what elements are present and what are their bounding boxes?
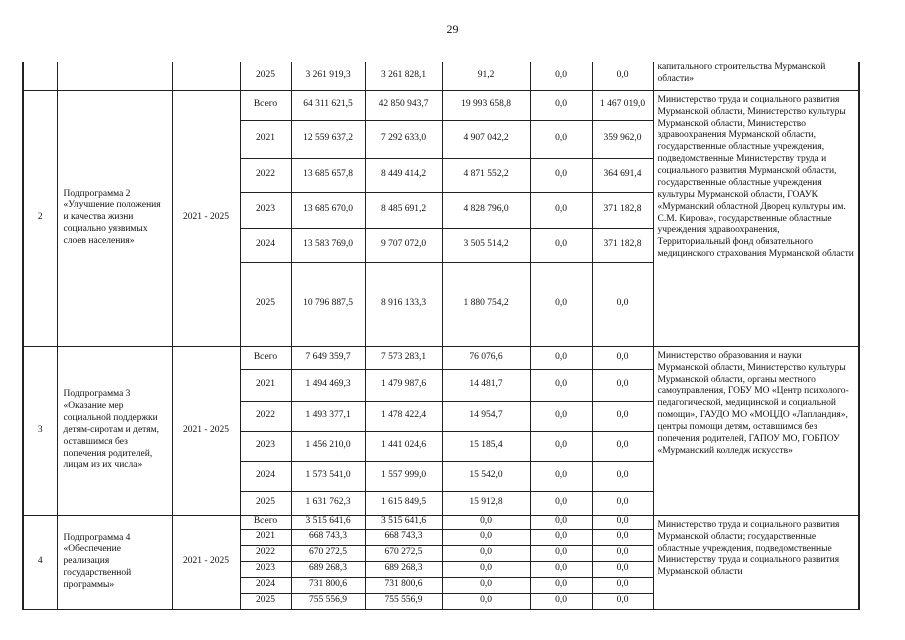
value-cell: 0,0 [530,62,592,90]
value-cell: 1 557 999,0 [365,461,442,491]
program-name: Подпрограмма 3 «Оказание мер социальной поддержки детям-сиротам и детям, оставшимся без попечения родителей, лицам из их числа» [57,346,172,515]
value-cell: 0,0 [530,120,592,158]
value-cell: 0,0 [530,529,592,545]
responsible-cell: Министерство труда и социального развития Мурманской области; государственные областные учреждения, подведомственные Министерству труда и социального развития Мурманской области [653,515,859,609]
value-cell: 12 559 637,2 [291,120,365,158]
value-cell: 0,0 [442,529,530,545]
value-cell: 14 954,7 [442,401,530,431]
year-cell: 2021 [240,120,291,158]
value-cell: 1 494 469,3 [291,369,365,401]
period-cell: 2021 - 2025 [172,90,240,346]
value-cell: 0,0 [592,515,653,529]
year-cell: 2025 [240,262,291,346]
year-cell: 2022 [240,545,291,561]
value-cell: 670 272,5 [365,545,442,561]
value-cell: 0,0 [592,593,653,609]
year-cell: 2024 [240,461,291,491]
responsible-cell: Министерство образования и науки Мурманской области, Министерство культуры Мурманской области, органы местного самоуправления, ГОБУ МО «Центр психолого-педагогической, медицинской и социальной помощи», ГАУДО МО «МОЦДО «Лапландия», центры помощи детям, оставшимся без попечения родителей, ГАПОУ МО, ГОБПОУ «Мурманский колледж искусств» [653,346,859,515]
value-cell: 0,0 [530,545,592,561]
value-cell: 3 515 641,6 [365,515,442,529]
value-cell: 1 615 849,5 [365,491,442,515]
table-row [23,346,859,369]
value-cell: 0,0 [592,491,653,515]
year-cell: Всего [240,90,291,120]
value-cell: 0,0 [530,561,592,577]
year-cell: 2023 [240,561,291,577]
value-cell: 1 456 210,0 [291,431,365,461]
value-cell: 0,0 [530,228,592,262]
value-cell: 13 685 657,8 [291,158,365,192]
value-cell: 371 182,8 [592,192,653,228]
value-cell: 76 076,6 [442,346,530,369]
year-cell: 2025 [240,62,291,90]
value-cell: 0,0 [442,593,530,609]
value-cell: 8 485 691,2 [365,192,442,228]
value-cell: 0,0 [530,192,592,228]
value-cell: 755 556,9 [365,593,442,609]
value-cell: 689 268,3 [365,561,442,577]
year-cell: 2022 [240,401,291,431]
value-cell: 42 850 943,7 [365,90,442,120]
value-cell: 0,0 [442,545,530,561]
responsible-cell: Министерство труда и социального развития Мурманской области, Министерство культуры Мурманской области, Министерство здравоохранения Мурманской области, государственные областные учреждения, подведомственные Министерству труда и социального развития Мурманской области, государственные областные учреждения культуры Мурманской области, ГОАУК «Мурманский областной Дворец культуры им. С.М. Кирова», государственные областные учреждения здравоохранения, Территориальный фонд обязательного медицинского страхования Мурманской области [653,90,859,346]
value-cell: 7 292 633,0 [365,120,442,158]
continuation-row [23,62,859,90]
value-cell: 3 505 514,2 [442,228,530,262]
value-cell: 0,0 [442,577,530,593]
value-cell: 1 478 422,4 [365,401,442,431]
value-cell: 64 311 621,5 [291,90,365,120]
value-cell: 0,0 [592,461,653,491]
value-cell: 0,0 [530,346,592,369]
value-cell: 0,0 [592,262,653,346]
value-cell: 689 268,3 [291,561,365,577]
value-cell: 8 916 133,3 [365,262,442,346]
year-cell: 2022 [240,158,291,192]
value-cell: 0,0 [592,561,653,577]
value-cell: 15 185,4 [442,431,530,461]
value-cell: 359 962,0 [592,120,653,158]
value-cell: 755 556,9 [291,593,365,609]
value-cell: 13 583 769,0 [291,228,365,262]
value-cell: 0,0 [592,401,653,431]
table-row [23,90,859,120]
value-cell: 0,0 [530,158,592,192]
value-cell: 7 649 359,7 [291,346,365,369]
row-number: 4 [23,515,57,609]
year-cell: 2025 [240,593,291,609]
year-cell: 2023 [240,431,291,461]
year-cell: 2021 [240,369,291,401]
value-cell: 0,0 [530,431,592,461]
value-cell: 1 631 762,3 [291,491,365,515]
program-name: Подпрограмма 2 «Улучшение положения и качества жизни социально уязвимых слоев населения» [57,90,172,346]
value-cell: 0,0 [592,346,653,369]
value-cell: 1 441 024,6 [365,431,442,461]
value-cell: 0,0 [530,491,592,515]
value-cell: 668 743,3 [291,529,365,545]
responsible-cell: капитального строительства Мурманской области» [653,62,859,90]
value-cell: 0,0 [592,62,653,90]
year-cell: Всего [240,515,291,529]
value-cell: 0,0 [592,369,653,401]
row-number: 3 [23,346,57,515]
row-number: 2 [23,90,57,346]
value-cell: 1 880 754,2 [442,262,530,346]
value-cell: 3 261 828,1 [365,62,442,90]
value-cell: 10 796 887,5 [291,262,365,346]
year-cell: 2023 [240,192,291,228]
value-cell: 3 261 919,3 [291,62,365,90]
value-cell: 0,0 [592,577,653,593]
value-cell: 0,0 [592,545,653,561]
value-cell: 0,0 [530,369,592,401]
value-cell: 9 707 072,0 [365,228,442,262]
value-cell: 371 182,8 [592,228,653,262]
period-cell: 2021 - 2025 [172,346,240,515]
value-cell: 15 542,0 [442,461,530,491]
value-cell: 668 743,3 [365,529,442,545]
year-cell: Всего [240,346,291,369]
value-cell: 0,0 [530,515,592,529]
value-cell: 364 691,4 [592,158,653,192]
year-cell: 2024 [240,577,291,593]
value-cell: 1 573 541,0 [291,461,365,491]
value-cell: 1 467 019,0 [592,90,653,120]
value-cell: 731 800,6 [365,577,442,593]
value-cell: 0,0 [530,577,592,593]
table-row [23,515,859,529]
value-cell: 4 907 042,2 [442,120,530,158]
value-cell: 0,0 [530,90,592,120]
value-cell: 4 871 552,2 [442,158,530,192]
value-cell: 0,0 [530,262,592,346]
value-cell: 0,0 [592,529,653,545]
value-cell: 1 479 987,6 [365,369,442,401]
value-cell: 0,0 [530,593,592,609]
value-cell: 14 481,7 [442,369,530,401]
value-cell: 13 685 670,0 [291,192,365,228]
value-cell: 8 449 414,2 [365,158,442,192]
value-cell: 1 493 377,1 [291,401,365,431]
value-cell: 3 515 641,6 [291,515,365,529]
value-cell: 15 912,8 [442,491,530,515]
value-cell: 4 828 796,0 [442,192,530,228]
page-number: 29 [446,22,459,36]
value-cell: 731 800,6 [291,577,365,593]
value-cell: 0,0 [442,515,530,529]
funding-table [22,62,860,610]
year-cell: 2024 [240,228,291,262]
value-cell: 0,0 [442,561,530,577]
year-cell: 2025 [240,491,291,515]
period-cell: 2021 - 2025 [172,515,240,609]
program-name: Подпрограмма 4 «Обеспечение реализация государственной программы» [57,515,172,609]
value-cell: 7 573 283,1 [365,346,442,369]
value-cell: 670 272,5 [291,545,365,561]
value-cell: 0,0 [530,401,592,431]
value-cell: 0,0 [592,431,653,461]
value-cell: 0,0 [530,461,592,491]
value-cell: 91,2 [442,62,530,90]
year-cell: 2021 [240,529,291,545]
value-cell: 19 993 658,8 [442,90,530,120]
